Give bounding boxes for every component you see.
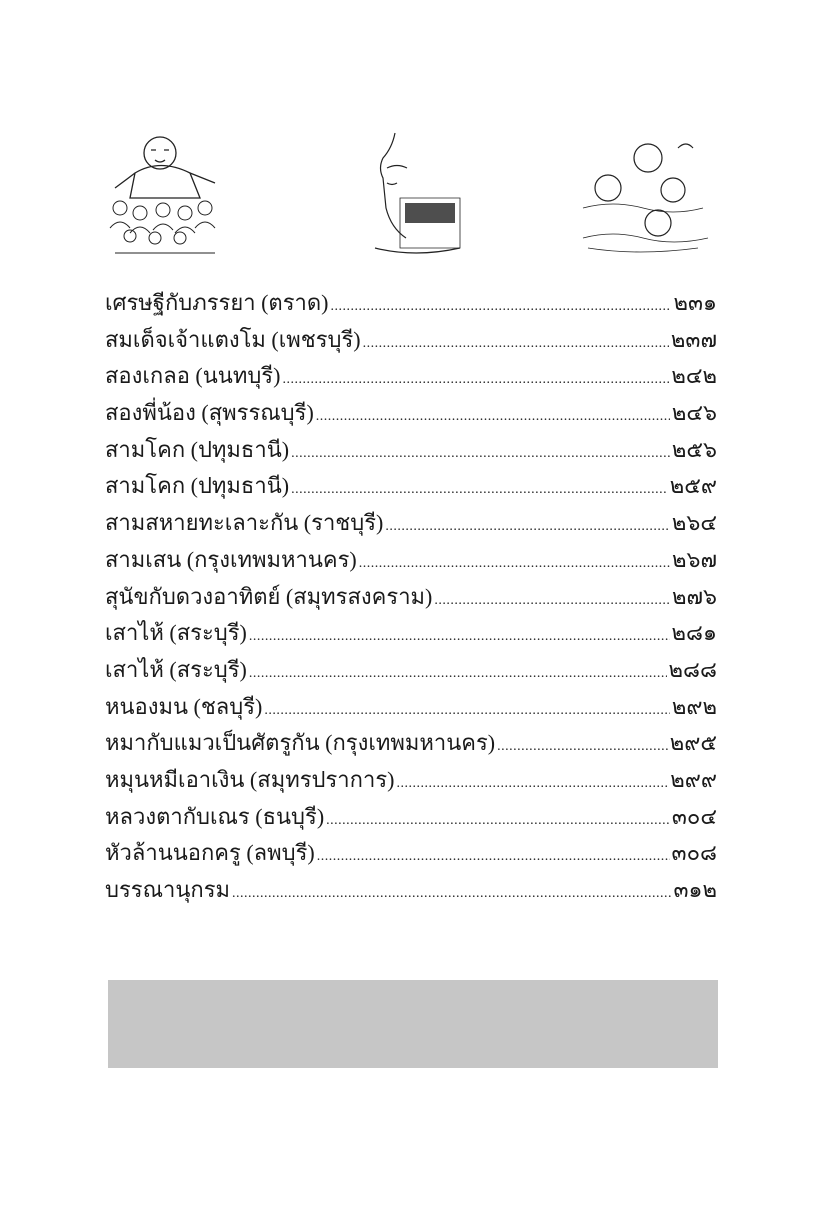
- dot-leader: [396, 769, 668, 799]
- toc-entry[interactable]: [105, 802, 717, 839]
- table-of-contents: [105, 288, 717, 912]
- toc-entry-title: หนองมน (ชลบุรี): [105, 693, 263, 719]
- illustration-children-swimming: [578, 128, 713, 258]
- gray-footer-block: [108, 980, 718, 1068]
- toc-entry-title: สามโคก (ปทุมธานี): [105, 436, 290, 462]
- dot-leader: [249, 622, 670, 652]
- toc-entry[interactable]: [105, 582, 717, 619]
- toc-entry[interactable]: [105, 618, 717, 655]
- toc-entry-page: ๓๑๒: [673, 877, 717, 902]
- toc-entry-title: หัวล้านนอกครู (ลพบุรี): [105, 840, 315, 866]
- toc-entry-page: ๒๗๖: [671, 583, 717, 609]
- toc-entry-page: ๒๕๙: [669, 473, 717, 499]
- dot-leader: [264, 696, 669, 726]
- toc-entry[interactable]: [105, 435, 717, 472]
- toc-entry-page: ๓๐๔: [671, 803, 717, 829]
- dot-leader: [249, 659, 667, 689]
- toc-entry[interactable]: [105, 508, 717, 545]
- toc-entry-title: สามโคก (ปทุมธานี): [105, 473, 290, 499]
- toc-entry[interactable]: [105, 471, 717, 508]
- dot-leader: [316, 402, 670, 432]
- dot-leader: [291, 475, 668, 505]
- toc-entry-title: สองพี่น้อง (สุพรรณบุรี): [105, 400, 314, 426]
- toc-entry[interactable]: [105, 288, 717, 325]
- dot-leader: [232, 879, 671, 909]
- toc-entry[interactable]: [105, 325, 717, 362]
- dot-leader: [317, 842, 670, 872]
- toc-entry[interactable]: [105, 398, 717, 435]
- dot-leader: [326, 806, 670, 836]
- toc-entry-page: ๒๔๒: [671, 363, 717, 389]
- toc-entry-page: ๒๙๙: [670, 766, 717, 792]
- dot-leader: [363, 329, 669, 359]
- toc-entry-page: ๒๕๖: [671, 436, 717, 462]
- toc-entry-page: ๒๘๘: [668, 656, 717, 682]
- dot-leader: [434, 586, 670, 616]
- dot-leader: [385, 512, 670, 542]
- toc-entry-page: ๒๓๑: [673, 290, 717, 315]
- toc-entry-title: หลวงตากับเณร (ธนบุรี): [105, 803, 325, 829]
- toc-entry-title: สมเด็จเจ้าแตงโม (เพชรบุรี): [105, 326, 361, 352]
- dot-leader: [291, 439, 670, 469]
- dot-leader: [497, 732, 668, 762]
- toc-entry[interactable]: [105, 875, 717, 912]
- toc-entry[interactable]: [105, 545, 717, 582]
- illustration-buddha-head: [365, 128, 465, 258]
- toc-entry-title: สองเกลอ (นนทบุรี): [105, 363, 281, 389]
- toc-entry-page: ๒๔๖: [671, 400, 717, 426]
- toc-entry-page: ๒๖๔: [671, 510, 717, 536]
- toc-entry[interactable]: [105, 765, 717, 802]
- toc-entry-title: สุนัขกับดวงอาทิตย์ (สมุทรสงคราม): [105, 583, 433, 609]
- toc-entry-title: หมากับแมวเป็นศัตรูกัน (กรุงเทพมหานคร): [105, 730, 496, 756]
- toc-entry-page: ๒๙๕: [669, 730, 717, 756]
- dot-leader: [331, 292, 672, 322]
- toc-entry-title: เสาไห้ (สระบุรี): [105, 620, 247, 646]
- toc-entry-title: เสาไห้ (สระบุรี): [105, 656, 247, 682]
- toc-entry[interactable]: [105, 728, 717, 765]
- toc-entry-title: บรรณานุกรม: [105, 877, 231, 902]
- toc-entry-page: ๒๙๒: [671, 693, 717, 719]
- toc-entry[interactable]: [105, 838, 717, 875]
- toc-entry-page: ๒๓๗: [670, 326, 717, 352]
- toc-entry-page: ๒๘๑: [671, 620, 717, 646]
- dot-leader: [282, 365, 669, 395]
- toc-entry-title: สามเสน (กรุงเทพมหานคร): [105, 546, 357, 572]
- toc-entry-title: สามสหายทะเลาะกัน (ราชบุรี): [105, 510, 384, 536]
- toc-entry-page: ๓๐๘: [671, 840, 717, 866]
- toc-entry-title: เศรษฐีกับภรรยา (ตราด): [105, 290, 329, 315]
- toc-entry[interactable]: [105, 361, 717, 398]
- toc-entry[interactable]: [105, 692, 717, 729]
- toc-entry-page: ๒๖๗: [671, 546, 717, 572]
- dot-leader: [359, 549, 670, 579]
- toc-entry-title: หมุนหมีเอาเงิน (สมุทรปราการ): [105, 766, 395, 792]
- illustration-giant-with-crowd: [105, 128, 230, 258]
- toc-entry[interactable]: [105, 655, 717, 692]
